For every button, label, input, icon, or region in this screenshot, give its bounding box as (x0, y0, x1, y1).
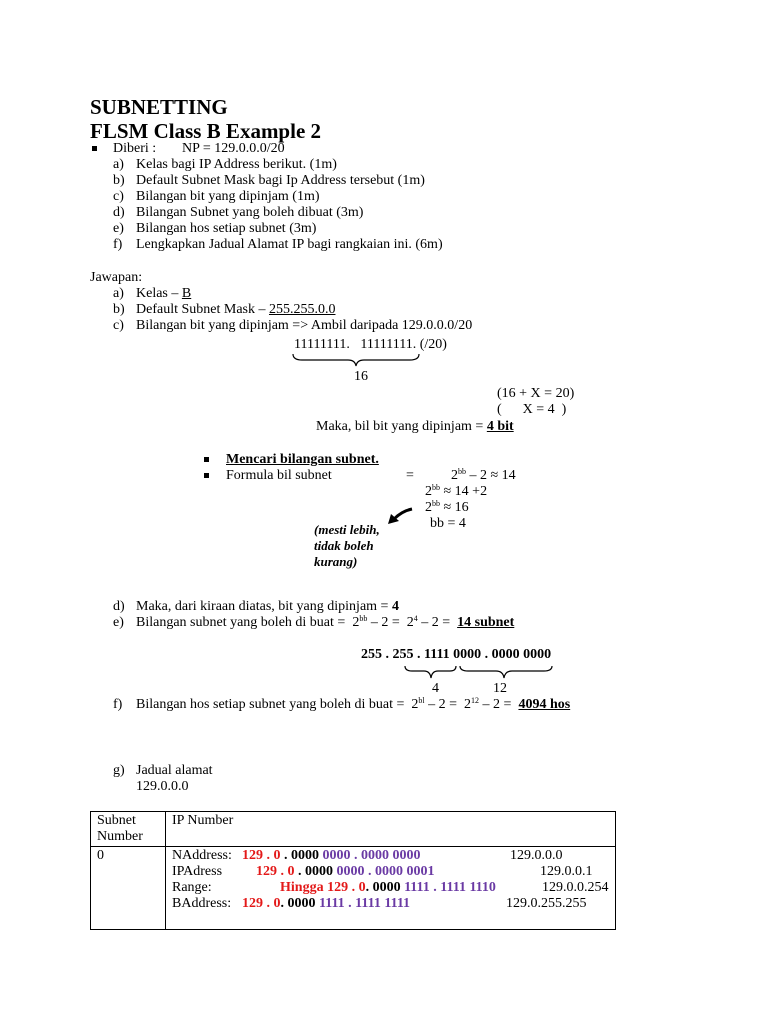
answer-f (136, 697, 570, 713)
answer-f-base2: 2 (464, 697, 472, 712)
curly-brace-16 (292, 353, 420, 367)
question-a-letter: a) (113, 157, 124, 172)
answer-label: Jawapan: (90, 270, 143, 285)
answer-e-text: Bilangan subnet yang boleh di buat = (136, 615, 353, 630)
table-row (91, 847, 616, 930)
bullet-marker (204, 457, 209, 462)
binary-host-part: 1111 . 1111 1111 (319, 896, 411, 911)
note-line-2: tidak boleh (314, 538, 374, 553)
row-label: IPAdress (172, 864, 223, 879)
answer-b (136, 302, 335, 318)
decimal-value: 129.0.255.255 (506, 896, 587, 911)
formula-line-3 (425, 500, 469, 516)
binary-subnet-part: . 0000 (294, 864, 337, 879)
answer-e-base1: 2 (352, 615, 360, 630)
row-label: NAddress: (172, 848, 232, 863)
answer-f-value: 4094 hos (518, 697, 571, 712)
ip-number-cell (166, 847, 616, 930)
binary-value (242, 880, 542, 896)
equation-2: ( X = 4 ) (497, 402, 567, 417)
header-subnet-number (91, 812, 166, 847)
subnet-number-cell: 0 (91, 847, 166, 930)
answer-f-end: – 2 = (479, 697, 519, 712)
borrowed-bits (316, 419, 514, 435)
answer-b-value: 255.255.0.0 (268, 302, 336, 317)
formula-line-1 (451, 468, 516, 484)
borrowed-bits-value: 4 bit (486, 419, 514, 434)
binary-subnet-part: . 0000 (365, 880, 405, 895)
note-close-paren: ) (353, 554, 358, 569)
question-c: Bilangan bit yang dipinjam (1m) (136, 189, 320, 204)
decimal-value: 129.0.0.254 (542, 880, 609, 895)
table-header-row (91, 812, 616, 847)
borrowed-bits-text: Maka, bil bit yang dipinjam = (316, 419, 487, 434)
bullet-marker (92, 146, 97, 151)
answer-f-base1: 2 (411, 697, 419, 712)
answer-e-sup1: bb (359, 614, 368, 623)
formula-line-3-sup: bb (432, 499, 440, 508)
question-f-letter: f) (113, 237, 123, 252)
range-row (172, 880, 609, 896)
decimal-value: 129.0.0.0 (510, 848, 563, 863)
formula-line-1-post: – 2 ≈ 14 (466, 468, 516, 483)
formula-line-1-base: 2 (451, 468, 458, 483)
broadcast-address-row (172, 896, 609, 912)
binary-host-part: 0000 . 0000 0000 (322, 848, 421, 863)
answer-d (136, 599, 399, 615)
question-f: Lengkapkan Jadual Alamat IP bagi rangkaian ini. (6m) (136, 237, 443, 252)
brace-label-4: 4 (432, 681, 439, 696)
formula-line-2 (425, 484, 487, 500)
answer-e (136, 615, 514, 631)
bullet-marker (204, 473, 209, 478)
header-subnet-line2: Number (97, 829, 143, 844)
row-label: Range: (172, 880, 212, 895)
binary-network-part: 129 . 0 (242, 848, 281, 863)
formula-line-2-sup: bb (432, 483, 440, 492)
answer-d-letter: d) (113, 599, 125, 614)
answer-a (136, 286, 191, 302)
formula-line-3-post: ≈ 16 (440, 500, 469, 515)
binary-value (242, 864, 540, 880)
answer-b-text: Default Subnet Mask – (136, 302, 269, 317)
answer-e-base2: 2 (406, 615, 414, 630)
question-d: Bilangan Subnet yang boleh dibuat (3m) (136, 205, 364, 220)
arrow-icon (386, 505, 414, 525)
mask-line: 255 . 255 . 1111 0000 . 0000 0000 (361, 647, 552, 662)
question-a: Kelas bagi IP Address berikut. (1m) (136, 157, 337, 172)
answer-a-text: Kelas – (136, 286, 182, 301)
answer-e-letter: e) (113, 615, 124, 630)
header-ip-number: IP Number (166, 812, 616, 847)
row-label: BAddress: (172, 896, 232, 911)
equation-1: (16 + X = 20) (497, 386, 575, 401)
decimal-value: 129.0.0.1 (540, 864, 593, 879)
question-c-letter: c) (113, 189, 124, 204)
answer-d-text: Maka, dari kiraan diatas, bit yang dipinjam = (136, 599, 392, 614)
answer-d-value: 4 (391, 599, 399, 614)
answer-a-letter: a) (113, 286, 124, 301)
note-line-3 (314, 554, 357, 570)
question-d-letter: d) (113, 205, 125, 220)
question-b: Default Subnet Mask bagi Ip Address tersebut (1m) (136, 173, 425, 188)
title-line-1: SUBNETTING (90, 95, 228, 119)
formula-line-2-base: 2 (425, 484, 432, 499)
formula-line-3-base: 2 (425, 500, 432, 515)
binary-network-part: 129 . 0 (256, 864, 295, 879)
given-label: Diberi : (113, 141, 157, 156)
formula-label: Formula bil subnet (226, 468, 332, 483)
answer-a-value: B (181, 286, 192, 301)
answer-e-value: 14 subnet (457, 615, 515, 630)
formula-line-2-post: ≈ 14 +2 (440, 484, 488, 499)
header-subnet-line1: Subnet (97, 813, 136, 828)
note-open-paren: ( (314, 522, 319, 537)
brace-label-16: 16 (354, 369, 368, 384)
formula-line-4: bb = 4 (430, 516, 466, 531)
binary-host-part: 0000 . 0000 0001 (336, 864, 435, 879)
binary-network-part: Hingga 129 . 0 (280, 880, 366, 895)
question-b-letter: b) (113, 173, 125, 188)
formula-equals: = (406, 468, 414, 483)
note-line-1 (314, 522, 380, 538)
binary-host-part: 1111 . 1111 1110 (404, 880, 496, 895)
answer-g-network: 129.0.0.0 (136, 779, 189, 794)
first-ip-row (172, 864, 609, 880)
binary-subnet-part: . 0000 (280, 848, 323, 863)
answer-f-text: Bilangan hos setiap subnet yang boleh di buat = (136, 697, 412, 712)
formula-line-1-sup: bb (458, 467, 466, 476)
binary-value (242, 848, 510, 864)
answer-f-sup1: bl (418, 696, 425, 705)
note-text-3: kurang (314, 554, 354, 569)
answer-b-letter: b) (113, 302, 125, 317)
binary-value (242, 896, 506, 912)
answer-f-letter: f) (113, 697, 123, 712)
question-e-letter: e) (113, 221, 124, 236)
answer-e-sup2: 4 (413, 614, 418, 623)
answer-c: Bilangan bit yang dipinjam => Ambil daripada 129.0.0.0/20 (136, 318, 473, 333)
question-e: Bilangan hos setiap subnet (3m) (136, 221, 317, 236)
answer-e-end: – 2 = (417, 615, 458, 630)
given-network: NP = 129.0.0.0/20 (182, 141, 285, 156)
binary-mask: 11111111. 11111111. (/20) (294, 337, 447, 352)
binary-network-part: 129 . 0 (242, 896, 281, 911)
title-line-2: FLSM Class B Example 2 (90, 119, 322, 143)
network-address-row (172, 848, 609, 864)
binary-subnet-part: . 0000 (280, 896, 319, 911)
formula-title: Mencari bilangan subnet. (226, 452, 379, 467)
answer-e-mid: – 2 = (367, 615, 407, 630)
curly-brace-4-12 (404, 665, 554, 681)
brace-label-12: 12 (493, 681, 507, 696)
answer-f-mid: – 2 = (424, 697, 465, 712)
answer-g-letter: g) (113, 763, 125, 778)
answer-f-sup2: 12 (471, 696, 480, 705)
answer-c-letter: c) (113, 318, 124, 333)
note-text-1: mesti lebih, (318, 522, 380, 537)
address-table (90, 811, 616, 930)
answer-g: Jadual alamat (136, 763, 213, 778)
